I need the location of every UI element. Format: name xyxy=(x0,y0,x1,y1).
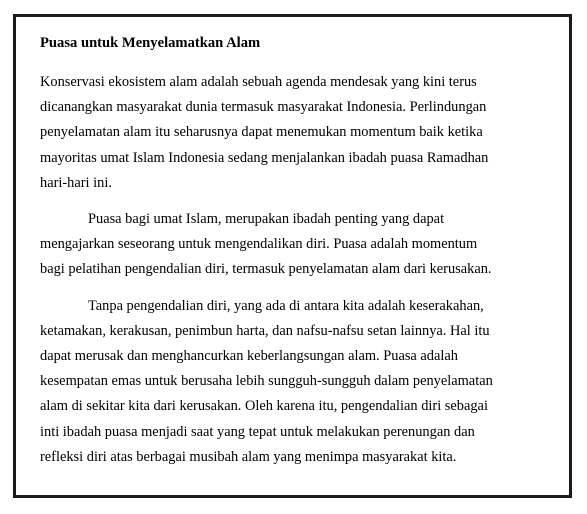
paragraph-line: alam di sekitar kita dari kerusakan. Oleh karena itu, pengendalian diri sebagai xyxy=(40,398,488,415)
paragraph-line: refleksi diri atas berbagai musibah alam yang menimpa masyarakat kita. xyxy=(40,448,457,465)
paragraph-1 xyxy=(40,70,560,196)
paragraph-line: mengajarkan seseorang untuk mengendalikan diri. Puasa adalah momentum xyxy=(40,236,478,253)
paragraph-line: Tanpa pengendalian diri, yang ada di antara kita adalah keserakahan, xyxy=(88,297,484,314)
paragraph-line: inti ibadah puasa menjadi saat yang tepat untuk melakukan perenungan dan xyxy=(40,423,475,440)
paragraph-line: mayoritas umat Islam Indonesia sedang menjalankan ibadah puasa Ramadhan xyxy=(40,149,489,166)
paragraph-2 xyxy=(40,207,560,283)
document-body xyxy=(40,35,560,481)
document-title: Puasa untuk Menyelamatkan Alam xyxy=(40,35,261,51)
paragraph-line: bagi pelatihan pengendalian diri, termasuk penyelamatan alam dari kerusakan. xyxy=(40,261,492,278)
paragraph-3 xyxy=(40,294,560,470)
paragraph-line: dicanangkan masyarakat dunia termasuk masyarakat Indonesia. Perlindungan xyxy=(40,99,487,116)
paragraph-line: kesempatan emas untuk berusaha lebih sungguh-sungguh dalam penyelamatan xyxy=(40,373,493,390)
document-frame xyxy=(13,14,572,498)
paragraph-line: Konservasi ekosistem alam adalah sebuah agenda mendesak yang kini terus xyxy=(40,74,477,90)
paragraph-line: hari-hari ini. xyxy=(40,174,112,191)
paragraph-line: penyelamatan alam itu seharusnya dapat menemukan momentum baik ketika xyxy=(40,124,483,141)
paragraph-line: ketamakan, kerakusan, penimbun harta, dan nafsu-nafsu setan lainnya. Hal itu xyxy=(40,322,490,339)
paragraph-line: dapat merusak dan menghancurkan keberlangsungan alam. Puasa adalah xyxy=(40,348,458,365)
paragraph-line: Puasa bagi umat Islam, merupakan ibadah penting yang dapat xyxy=(88,211,445,228)
